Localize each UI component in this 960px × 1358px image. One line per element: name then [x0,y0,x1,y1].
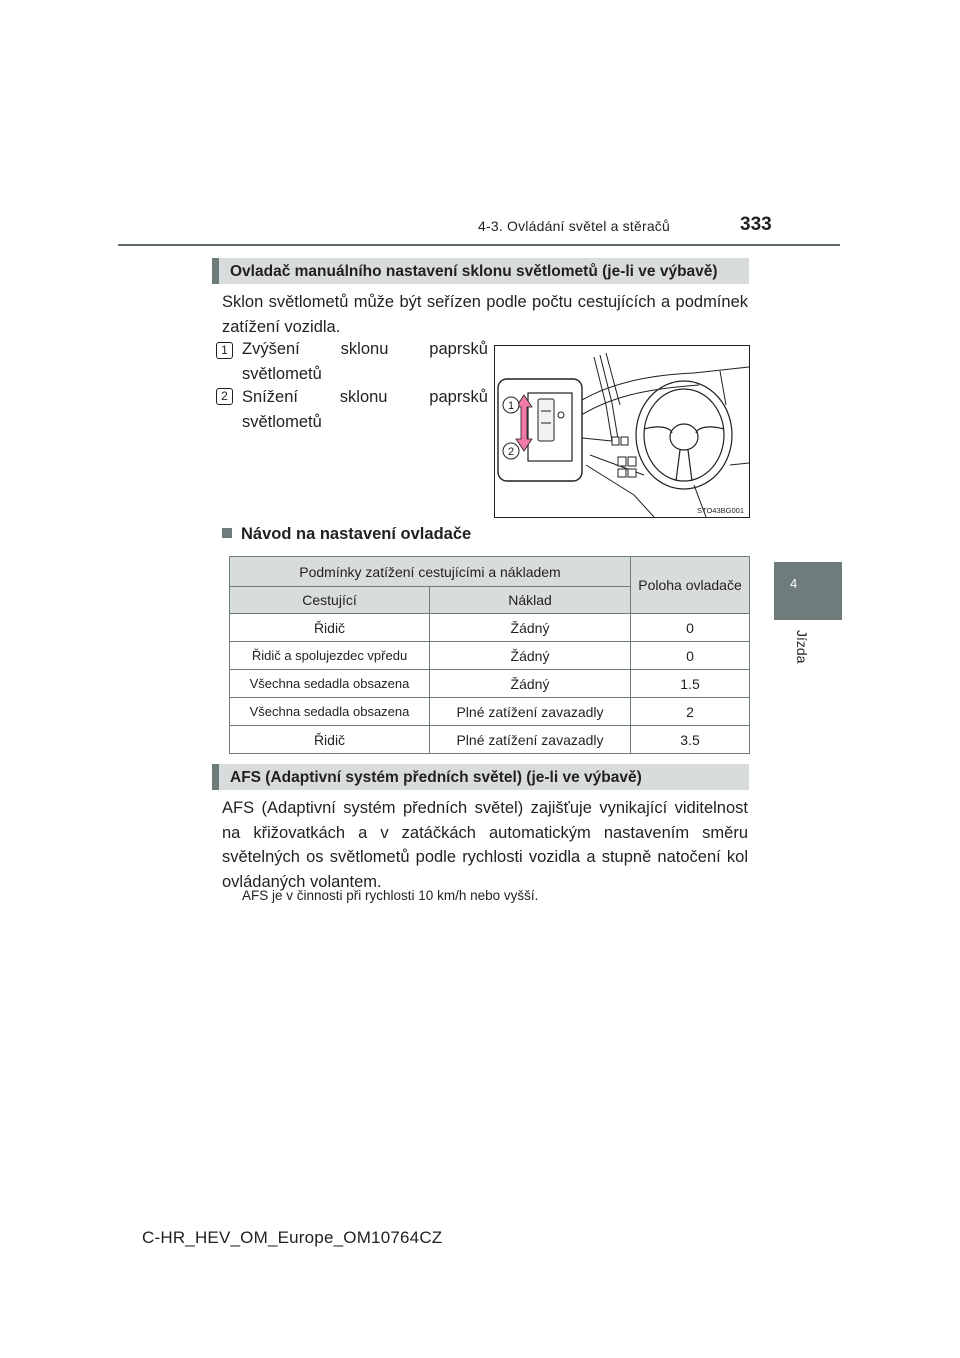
item-text-lower-beam: Snížení sklonu paprsků světlometů [242,388,488,431]
table-cell-passengers: Řidič [230,614,430,642]
table-cell-cargo: Plné zatížení zavazadly [430,726,631,754]
table-cell-cargo: Žádný [430,642,631,670]
table-row [230,698,750,726]
table-header-passengers: Cestující [230,587,430,614]
subheading-bullet-icon [222,528,232,538]
document-id-footer: C-HR_HEV_OM_Europe_OM10764CZ [142,1228,443,1247]
table-cell-passengers: Řidič a spolujezdec vpředu [230,642,430,670]
table-cell-position: 0 [631,642,750,670]
section-heading-headlight-leveling: Ovladač manuálního nastavení sklonu světlometů (je-li ve výbavě) [212,258,749,284]
table-cell-cargo: Žádný [430,670,631,698]
item-number-2: 2 [216,388,233,405]
table-cell-cargo: Plné zatížení zavazadly [430,698,631,726]
item-text-raise-beam: Zvýšení sklonu paprsků světlometů [242,340,488,383]
table-cell-position: 2 [631,698,750,726]
figure-code: STO43BG001 [697,506,744,515]
running-header-section: 4-3. Ovládání světel a stěračů [478,218,670,234]
figure-callout-1: 1 [507,400,515,412]
table-cell-cargo: Žádný [430,614,631,642]
chapter-tab-number: 4 [790,576,798,591]
item-number-1: 1 [216,342,233,359]
table-cell-passengers: Řidič [230,726,430,754]
table-row [230,614,750,642]
headlight-leveling-illustration [494,345,750,518]
table-row [230,642,750,670]
header-divider [118,244,840,246]
section-heading-afs: AFS (Adaptivní systém předních světel) (je-li ve výbavě) [212,764,749,790]
afs-note-text: AFS je v činnosti při rychlosti 10 km/h nebo vyšší. [242,888,539,903]
chapter-tab [774,562,842,620]
chapter-tab-label: Jízda [794,630,810,664]
table-cell-position: 3.5 [631,726,750,754]
table-cell-position: 1.5 [631,670,750,698]
table-cell-passengers: Všechna sedadla obsazena [230,698,430,726]
table-row [230,670,750,698]
subheading-adjustment-guide [222,525,471,544]
section-intro-text: Sklon světlometů může být seřízen podle počtu cestujících a podmínek zatížení vozidla. [222,293,748,336]
table-row [230,726,750,754]
table-header-dial-position: Poloha ovladače [631,557,750,614]
subheading-text: Návod na nastavení ovladače [241,525,472,543]
table-header-load-conditions: Podmínky zatížení cestujícími a nákladem [230,557,631,587]
table-header-cargo: Náklad [430,587,631,614]
table-cell-position: 0 [631,614,750,642]
page-number: 333 [740,214,772,235]
afs-description-text: AFS (Adaptivní systém předních světel) zajišťuje vynikající viditelnost na křižovatkách a v zatáčkách automatickým nastavením směru světelných os světlometů podle rychlosti vozidla a stupně natočení kol ovládaných volantem. [222,799,748,891]
figure-callout-2: 2 [507,446,515,458]
table-cell-passengers: Všechna sedadla obsazena [230,670,430,698]
load-conditions-table [229,556,750,754]
